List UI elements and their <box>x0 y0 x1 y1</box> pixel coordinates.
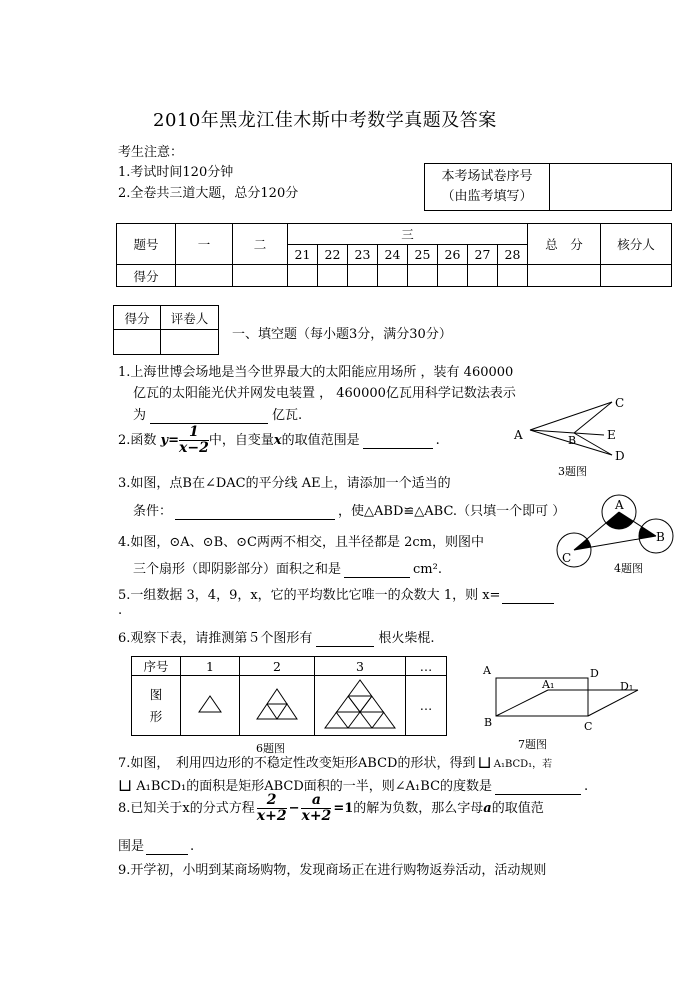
fig7-label-c: C <box>584 720 593 733</box>
q3-suffix: ，使△ABD≌△ABC.（只填一个即可 ） <box>338 504 566 519</box>
q2-fraction-den: x−2 <box>179 440 209 456</box>
seat-box-line1: 本考场试卷序号 <box>441 169 533 184</box>
q8-f1-num: 2 <box>257 793 287 809</box>
score-table-col-1: 一 <box>176 224 233 265</box>
q7-suffix: . <box>584 779 589 794</box>
q2-line <box>118 425 440 456</box>
grader-name-field[interactable] <box>161 330 219 355</box>
q7-text-c: A₁BCD₁的面积是矩形ABCD面积的一半，则∠A₁BC的度数是 <box>136 779 493 794</box>
q3-line1: 3.如图，点B在∠DAC的平分线 AE上，请添加一个适当的 <box>118 476 451 491</box>
fig4-caption: 4题图 <box>614 562 643 575</box>
q7-text-a: 7.如图， 利用四边形的不稳定性改变矩形ABCD的形状，得到 <box>118 756 476 771</box>
q6-prefix: 6.观察下表，请推测第５个图形有 <box>118 631 313 646</box>
seat-number-label <box>425 164 550 211</box>
q5-answer-blank[interactable] <box>502 588 554 604</box>
notice-heading: 考生注意： <box>118 145 184 160</box>
q6-col-2: 2 <box>240 657 315 676</box>
q6-line <box>118 627 435 647</box>
q6-figure-1 <box>181 676 240 736</box>
fig3-label-b: B <box>568 434 577 447</box>
score-cell[interactable] <box>498 265 528 287</box>
fig4-label-a: A <box>615 498 624 512</box>
score-table-checker: 核分人 <box>601 224 672 265</box>
q8-suffix: . <box>190 839 195 854</box>
fig7-label-a: A <box>483 664 491 677</box>
q8-line1 <box>118 793 544 824</box>
q7-line1 <box>118 752 552 773</box>
q9-line1: 9.开学初，小明到某商场购物，发现商场正在进行购物返券活动，活动规则 <box>118 863 547 878</box>
q8-answer-blank[interactable] <box>146 839 188 855</box>
q3-prefix: 条件： <box>133 504 173 519</box>
q2-var-x: x <box>273 433 282 448</box>
q1-line3 <box>133 404 302 424</box>
q4-line1: 4.如图，⊙A、⊙B、⊙C两两不相交，且半径都是 2cm，则图中 <box>118 535 484 550</box>
q6-figure-3 <box>315 676 406 736</box>
q3-line2 <box>133 500 565 520</box>
fig7-label-d: D <box>590 667 599 680</box>
matchstick-figure-2 <box>253 686 301 722</box>
score-table-num: 24 <box>378 245 408 265</box>
q4-line2 <box>133 558 442 578</box>
q6-table <box>131 656 447 736</box>
q8-fraction-1 <box>257 793 287 824</box>
q1-line1: 1.上海世博会场地是当今世界最大的太阳能应用场所 ，装有 460000 <box>118 365 514 380</box>
fig3-caption: 3题图 <box>558 465 587 478</box>
score-cell[interactable] <box>288 265 318 287</box>
score-table-num: 23 <box>348 245 378 265</box>
q6-header-label: 序号 <box>132 657 181 676</box>
q4-suffix: cm². <box>413 562 442 577</box>
q6-ellipsis: … <box>406 676 447 736</box>
q6-answer-blank[interactable] <box>316 631 374 647</box>
score-table-label-defen: 得分 <box>117 265 176 287</box>
score-cell[interactable] <box>438 265 468 287</box>
score-cell[interactable] <box>378 265 408 287</box>
q2-fraction <box>179 425 209 456</box>
score-table-col-3: 三 <box>288 224 528 245</box>
q5-text: 5.一组数据 3，4，9，x，它的平均数比它唯一的众数大 1，则 x= <box>118 588 501 603</box>
q6-col-4: … <box>406 657 447 676</box>
fig3-label-e: E <box>607 428 616 442</box>
q8-line2 <box>118 835 194 855</box>
q1-prefix: 为 <box>133 408 147 423</box>
score-table-total: 总 分 <box>528 224 601 265</box>
seat-box-line2: （由监考填写） <box>441 189 533 204</box>
score-cell[interactable] <box>408 265 438 287</box>
fig4-label-b: B <box>656 530 665 544</box>
score-table-num: 26 <box>438 245 468 265</box>
q5-line1 <box>118 584 554 604</box>
seat-number-box <box>424 163 672 211</box>
fig7-caption: 7题图 <box>518 738 547 751</box>
fig7-label-d1: D₁ <box>620 680 634 693</box>
seat-number-field[interactable] <box>550 164 672 211</box>
parallelogram-icon: ⊔ <box>118 776 133 796</box>
fig3-label-d: D <box>615 449 625 463</box>
score-table-label-tihao: 题号 <box>117 224 176 265</box>
q8-var-a: a <box>483 801 492 816</box>
q7-text-b: A₁BCD₁，若 <box>493 759 553 770</box>
q4-answer-blank[interactable] <box>344 562 410 578</box>
score-cell[interactable] <box>601 265 672 287</box>
q8-equals: =1 <box>333 801 354 816</box>
figure-4 <box>546 490 681 580</box>
fig4-label-c: C <box>562 551 572 565</box>
q2-text-c: 的取值范围是 <box>281 433 360 448</box>
score-cell[interactable] <box>318 265 348 287</box>
q8-text-b: 的解为负数，那么字母 <box>353 801 484 816</box>
figure-3 <box>510 392 634 478</box>
grader-name-label: 评卷人 <box>161 306 219 330</box>
q4-prefix: 三个扇形（即阴影部分）面积之和是 <box>133 562 342 577</box>
score-table-num: 28 <box>498 245 528 265</box>
q2-suffix: . <box>435 433 440 448</box>
q8-minus: − <box>288 801 300 816</box>
q2-answer-blank[interactable] <box>363 433 433 449</box>
q8-text-c: 的取值范 <box>491 801 544 816</box>
q8-f2-num: a <box>301 793 331 809</box>
score-table-num: 21 <box>288 245 318 265</box>
fig3-label-c: C <box>615 396 625 410</box>
score-table-col-2: 二 <box>233 224 288 265</box>
q1-line2: 亿瓦的太阳能光伏并网发电装置 ， 460000亿瓦用科学记数法表示 <box>133 386 516 401</box>
q8-f1-den: x+2 <box>256 808 287 824</box>
q1-suffix: 亿瓦. <box>272 408 303 423</box>
notice-item-2: 2.全卷共三道大题，总分120分 <box>118 186 299 201</box>
q6-suffix: 根火柴棍. <box>378 631 435 646</box>
q6-row2-label <box>132 676 181 736</box>
q6-figure-2 <box>240 676 315 736</box>
q8-f2-den: x+2 <box>301 808 332 824</box>
q6-caption: 6题图 <box>256 742 285 755</box>
fig7-label-a1: A₁ <box>542 678 555 691</box>
figure-7 <box>478 660 648 752</box>
matchstick-figure-3 <box>323 678 397 730</box>
score-table-num: 22 <box>318 245 348 265</box>
q2-equals: = <box>168 433 180 448</box>
fig7-label-b: B <box>484 716 493 729</box>
q2-var-y: y <box>160 433 169 448</box>
score-cell[interactable] <box>468 265 498 287</box>
parallelogram-icon: ⊔ <box>477 753 492 773</box>
grader-score-label: 得分 <box>114 306 161 330</box>
q2-fraction-num: 1 <box>179 425 209 441</box>
q1-answer-blank[interactable] <box>150 408 268 424</box>
q2-prefix: 2.函数 <box>118 433 157 448</box>
matchstick-figure-1 <box>195 693 225 715</box>
score-table <box>116 223 672 287</box>
fig3-label-a: A <box>514 428 523 442</box>
q6-col-3: 3 <box>315 657 406 676</box>
score-table-num: 25 <box>408 245 438 265</box>
page-title: 2010年黑龙江佳木斯中考数学真题及答案 <box>153 110 497 131</box>
q2-text-b: 中，自变量 <box>208 433 274 448</box>
score-cell[interactable] <box>348 265 378 287</box>
score-table-num: 27 <box>468 245 498 265</box>
q6-row2-label-text: 图形 <box>149 686 163 724</box>
q8-prefix: 8.已知关于x的分式方程 <box>118 801 255 816</box>
q6-col-1: 1 <box>181 657 240 676</box>
q8-fraction-2 <box>301 793 331 824</box>
score-cell[interactable] <box>176 265 233 287</box>
notice-item-1: 1.考试时间120分钟 <box>118 165 234 180</box>
q3-answer-blank[interactable] <box>175 504 335 520</box>
grader-box <box>113 305 219 355</box>
q5-line2: . <box>118 603 123 618</box>
score-cell[interactable] <box>528 265 601 287</box>
grader-score-field[interactable] <box>114 330 161 355</box>
section1-title: 一、填空题（每小题3分，满分30分） <box>232 327 452 342</box>
score-cell[interactable] <box>233 265 288 287</box>
q8-line2-prefix: 围是 <box>118 839 145 854</box>
